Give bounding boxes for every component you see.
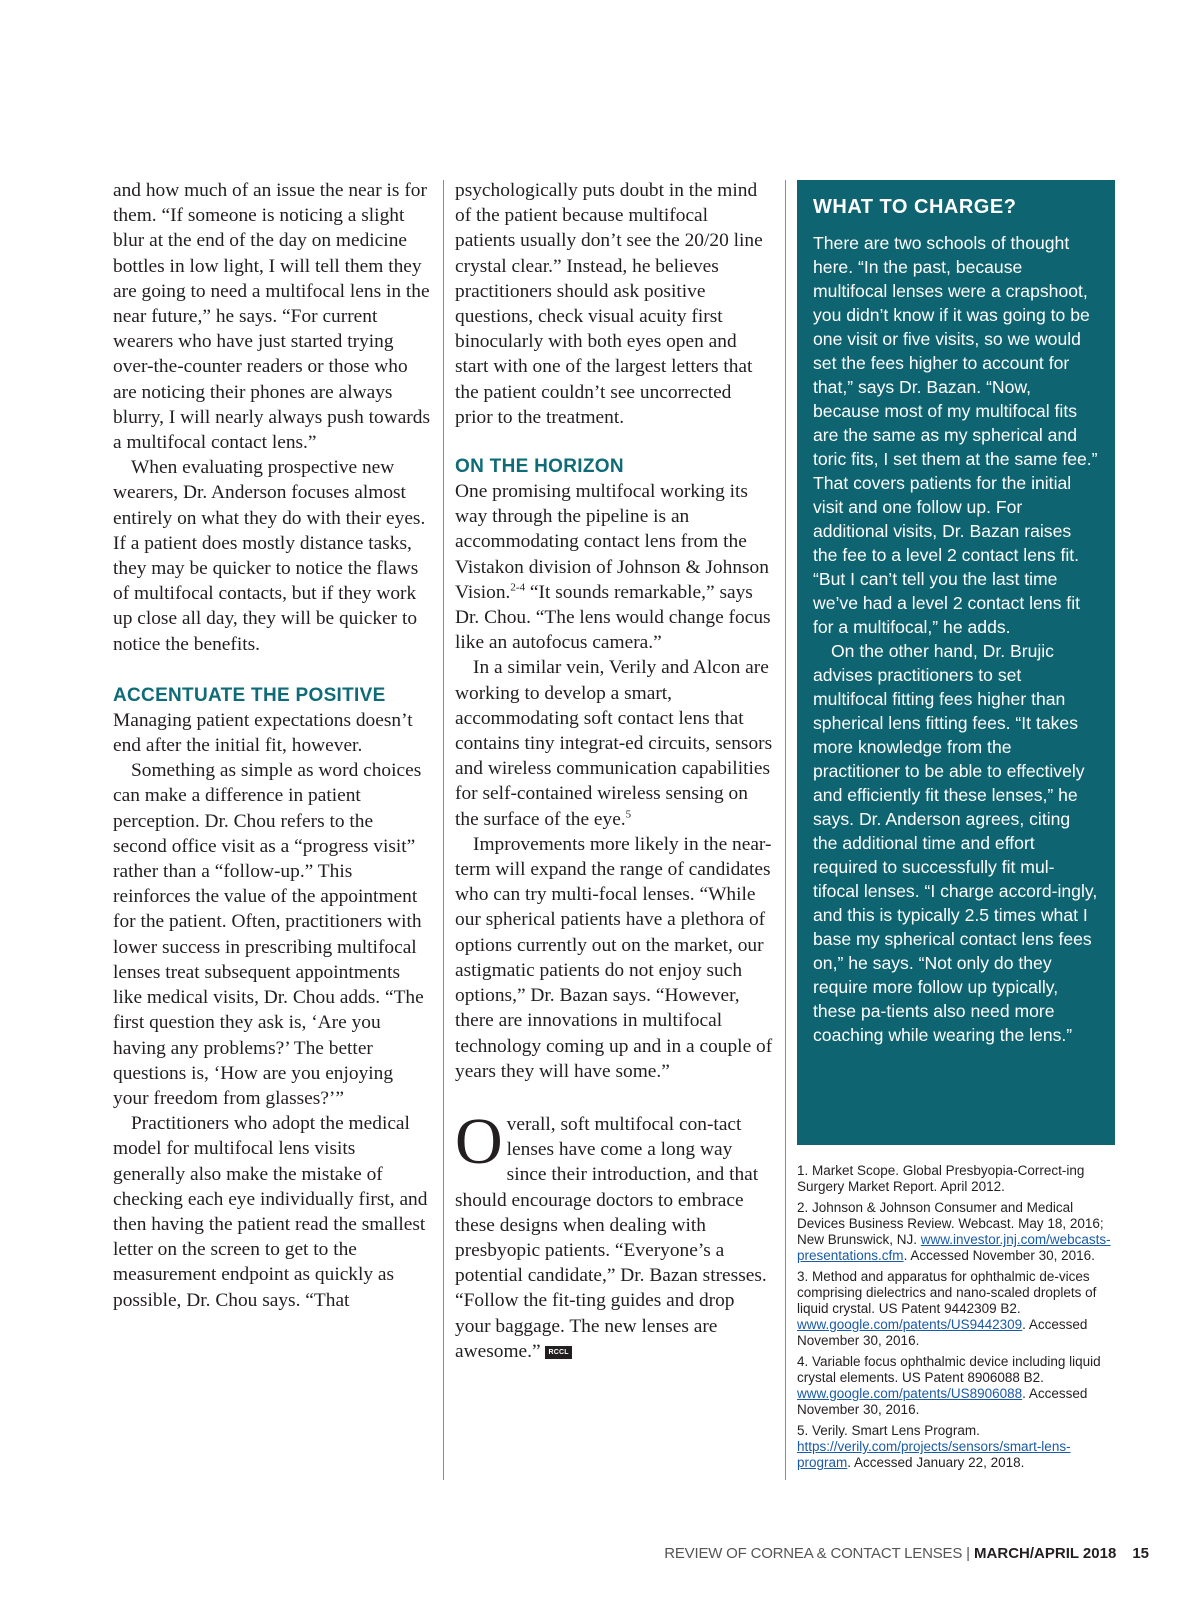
paragraph-text: In a similar vein, Verily and Alcon are working to develop a smart, accommodating soft contact lens that contains tiny integrat-ed circuits, sensors and wireless communication capabilities for self-contained wireless sensing on the surface of the eye.: [455, 657, 773, 830]
paragraph: When evaluating prospective new wearers, Dr. Anderson focuses almost entirely on what they do with their eyes. If a patient does mostly distance tasks, they may be quicker to notice the flaws of multifocal contacts, but if they work up close all day, they will be quicker to notice the benefits.: [113, 457, 426, 655]
reference-text: 2. Johnson & Johnson Consumer and Medical Devices Business Review. Webcast. May 18, 2016; New Brunswick, NJ.: [797, 1200, 1104, 1247]
reference-text: 4. Variable focus ophthalmic device including liquid crystal elements. US Patent 8906088 B2.: [797, 1354, 1101, 1385]
reference-item: [797, 1200, 1115, 1264]
reference-link[interactable]: www.investor.jnj.com/webcasts-presentations.cfm: [797, 1232, 1111, 1263]
citation-superscript: 2-4: [510, 581, 526, 594]
end-mark-logo: RCCL: [545, 1346, 571, 1359]
reference-text: 1. Market Scope. Global Presbyopia-Correct-ing Surgery Market Report. April 2012.: [797, 1163, 1085, 1194]
paragraph: [455, 479, 773, 655]
paragraph-text: verall, soft multifocal con-tact lenses have come a long way since their introduction, and that should encourage doctors to embrace these designs when dealing with presbyopic patients. “Everyone’s a potential candidate,” Dr. Bazan stresses. “Follow the fit-ting guides and drop your baggage. The new lenses are awesome.”: [455, 1113, 767, 1362]
footer-separator: |: [966, 1545, 971, 1562]
issue-date: MARCH/APRIL 2018: [974, 1545, 1117, 1562]
page-number: 15: [1132, 1545, 1149, 1562]
reference-text: . Accessed November 30, 2016.: [797, 1386, 1088, 1417]
article-column-1: [113, 178, 431, 1313]
column-divider: [785, 180, 786, 1480]
paragraph: and how much of an issue the near is for them. “If someone is noticing a slight blur at the end of the day on medicine bottles in low light, I will tell them they are going to need a multifocal lens in the near future,” he says. “For current wearers who have just started trying over-the-counter readers or those who are noticing their phones are always blurry, I will nearly always push towards a multifocal contact lens.”: [113, 180, 431, 454]
paragraph: [455, 655, 773, 831]
reference-link[interactable]: www.google.com/patents/US9442309: [797, 1317, 1023, 1332]
reference-link[interactable]: www.google.com/patents/US8906088: [797, 1386, 1023, 1401]
paragraph: Practitioners who adopt the medical model for multifocal lens visits generally also make the mistake of checking each eye individually first, and then having the patient read the smallest letter on the screen to get to the measurement endpoint as quickly as possible, Dr. Chou says. “That: [113, 1113, 428, 1311]
reference-text: . Accessed November 30, 2016.: [797, 1317, 1088, 1348]
reference-link[interactable]: https://verily.com/projects/sensors/smart-lens-program: [797, 1439, 1071, 1470]
references-list: [797, 1163, 1115, 1476]
sidebar-title: WHAT TO CHARGE?: [813, 196, 1017, 218]
reference-item: [797, 1269, 1115, 1349]
sidebar-paragraph: There are two schools of thought here. “In the past, because multifocal lenses were a crapshoot, you didn’t know if it was going to be one visit or five visits, so we would set the fees higher to account for that,” says Dr. Bazan. “Now, because most of my multifocal fits are the same as my spherical and toric fits, I set them at the same fee.” That covers patients for the initial visit and one follow up. For additional visits, Dr. Bazan raises the fee to a level 2 contact lens fit. “But I can’t tell you the last time we’ve had a level 2 contact lens fit for a multifocal,” he adds.: [813, 233, 1098, 637]
page-footer: [664, 1545, 1149, 1562]
column-divider: [443, 180, 444, 1480]
sidebar-paragraph: On the other hand, Dr. Brujic advises practitioners to set multifocal fitting fees higher than spherical lens fitting fees. “It takes more knowledge from the practitioner to be able to effectively and efficiently fit these lenses,” he says. Dr. Anderson agrees, citing the additional time and effort required to successfully fit mul-tifocal lenses. “I charge accord-ingly, and this is typically 2.5 times what I base my spherical contact lens fees on,” he says. “Not only do they require more follow up typically, these pa-tients also need more coaching while wearing the lens.”: [813, 641, 1098, 1045]
section-heading: ON THE HORIZON: [455, 456, 624, 478]
drop-cap: O: [455, 1104, 503, 1178]
paragraph-text: One promising multifocal working its way through the pipeline is an accommodating contact lens from the Vistakon division of Johnson & Johnson Vision.: [455, 481, 769, 603]
section-heading: ACCENTUATE THE POSITIVE: [113, 684, 386, 706]
paragraph: Managing patient expectations doesn’t end after the initial fit, however.: [113, 709, 413, 757]
paragraph: Improvements more likely in the near-term will expand the range of candidates who can try multi-focal lenses. “While our spherical patients have a plethora of options currently out on the market, our astigmatic patients do not enjoy such options,” Dr. Bazan says. “However, there are innovations in multifocal technology coming up and in a couple of years they will have some.”: [455, 833, 773, 1082]
reference-item: [797, 1354, 1115, 1418]
article-column-2: [455, 178, 773, 1364]
paragraph: Something as simple as word choices can make a difference in patient perception. Dr. Chou refers to the second office visit as a “progress visit” rather than a “follow-up.” This reinforces the value of the appointment for the patient. Often, practitioners with lower success in prescribing multifocal lenses treat subsequent appointments like medical visits, Dr. Chou adds. “The first question they ask is, ‘Are you having any problems?’ The better questions is, ‘How are you enjoying your freedom from glasses?’”: [113, 760, 424, 1109]
conclusion-paragraph: [455, 1104, 773, 1364]
reference-text: . Accessed November 30, 2016.: [903, 1248, 1095, 1263]
reference-item: [797, 1423, 1115, 1471]
reference-text: 3. Method and apparatus for ophthalmic de-vices comprising dielectrics and nano-scaled droplets of liquid crystal. US Patent 9442309 B2.: [797, 1269, 1097, 1316]
citation-superscript: 5: [625, 808, 632, 821]
paragraph: psychologically puts doubt in the mind of the patient because multifocal patients usually don’t see the 20/20 line crystal clear.” Instead, he believes practitioners should ask positive questions, check visual acuity first binocularly with both eyes open and start with one of the largest letters that the patient couldn’t see uncorrected prior to the treatment.: [455, 180, 763, 428]
sidebar-what-to-charge: [797, 180, 1115, 1145]
reference-text: . Accessed January 22, 2018.: [847, 1455, 1025, 1470]
publication-name: REVIEW OF CORNEA & CONTACT LENSES: [664, 1545, 963, 1562]
reference-item: [797, 1163, 1115, 1195]
paragraph-text: “It sounds remarkable,” says Dr. Chou. “The lens would change focus like an autofocus camera.”: [455, 581, 771, 654]
reference-text: 5. Verily. Smart Lens Program.: [797, 1423, 980, 1438]
